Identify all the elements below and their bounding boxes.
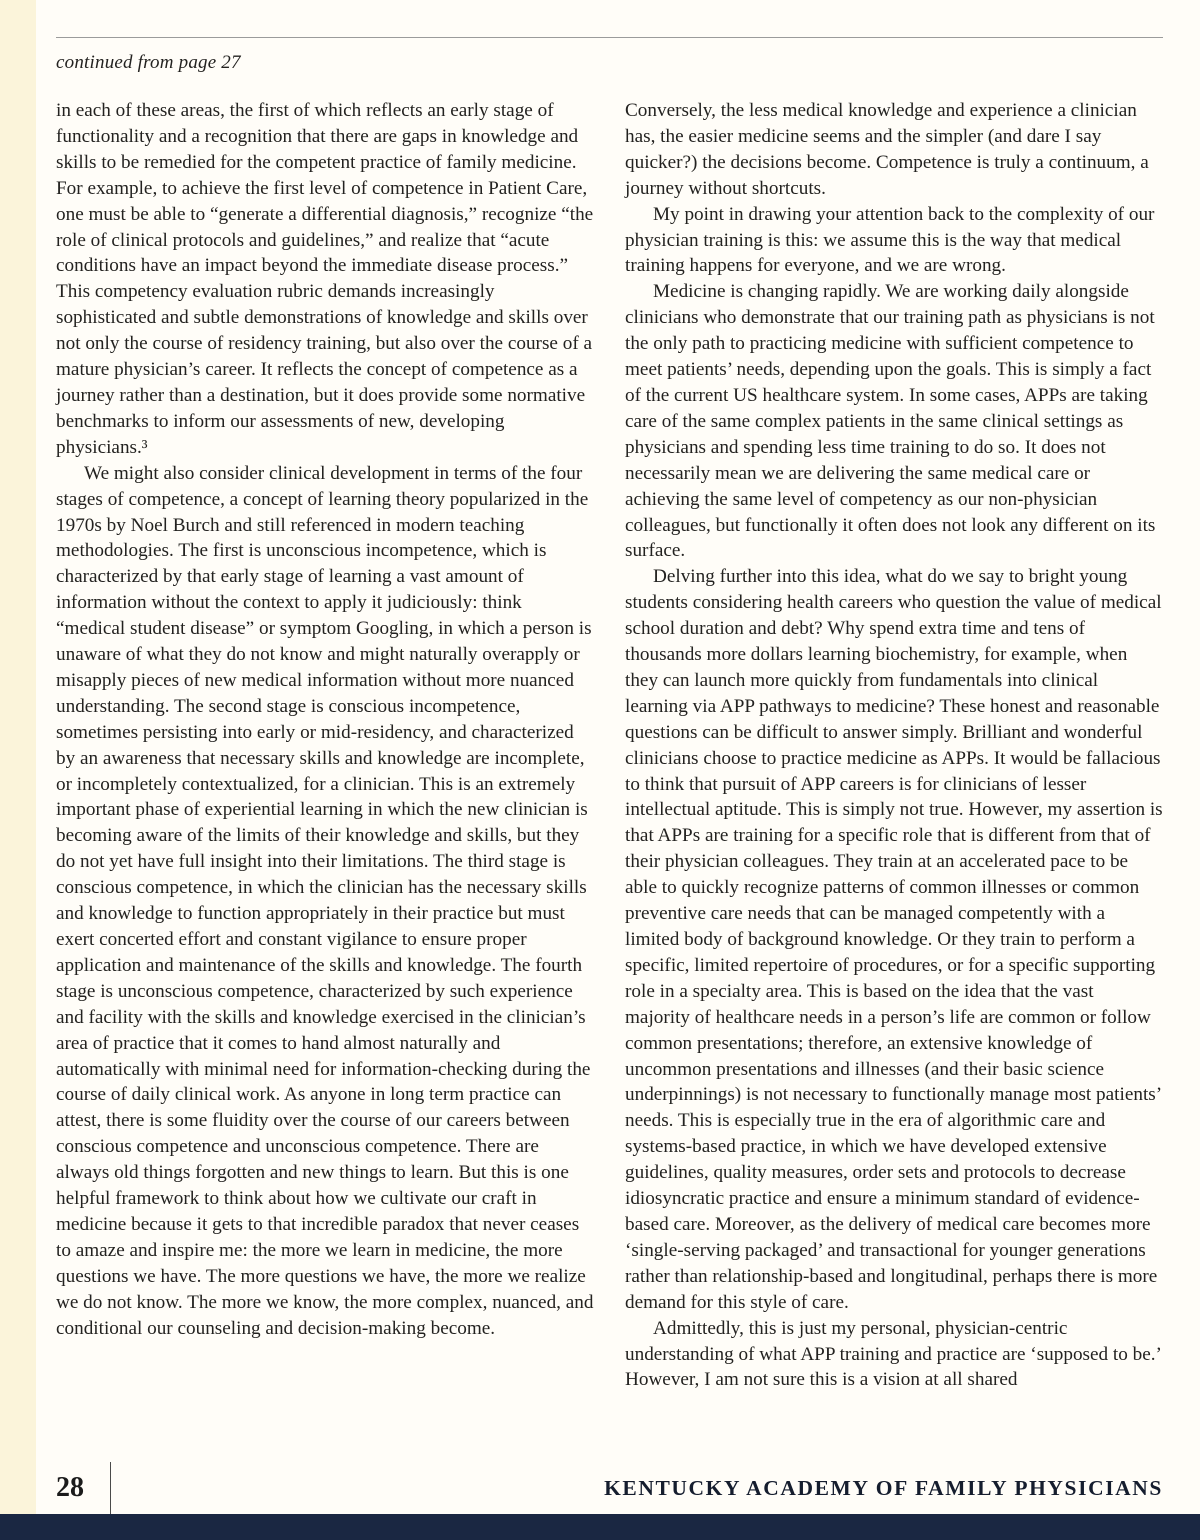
- publication-title: KENTUCKY ACADEMY OF FAMILY PHYSICIANS: [604, 1475, 1163, 1500]
- continued-from-note: continued from page 27: [56, 52, 241, 73]
- page-footer: [56, 1462, 1163, 1514]
- paragraph: in each of these areas, the first of which reflects an early stage of functionality and a recognition that there are gaps in knowledge and skills to be remedied for the competent practice of family medicine. For example, to achieve the first level of competence in Patient Care, one must be able to “generate a differential diagnosis,” recognize “the role of clinical protocols and guidelines,” and realize that “acute conditions have an impact beyond the immediate disease process.” This competency evaluation rubric demands increasingly sophisticated and subtle demonstrations of knowledge and skills over not only the course of residency training, but also over the course of a mature physician’s career. It reflects the concept of competence as a journey rather than a destination, but it does provide some normative benchmarks to inform our assessments of new, developing physicians.³: [56, 100, 594, 458]
- paragraph: My point in drawing your attention back to the complexity of our physician training is this: we assume this is the way that medical training happens for everyone, and we are wrong.: [625, 203, 1155, 277]
- paragraph: Conversely, the less medical knowledge and experience a clinician has, the easier medicine seems and the simpler (and dare I say quicker?) the decisions become. Competence is truly a continuum, a journey without shortcuts.: [625, 100, 1149, 199]
- paragraph: Admittedly, this is just my personal, physician-centric understanding of what APP training and practice are ‘supposed to be.’ However, I am not sure this is a vision at all shared: [625, 1317, 1161, 1391]
- footer-divider: [110, 1462, 111, 1514]
- page-number: 28: [56, 1472, 84, 1503]
- bottom-navy-bar: [0, 1514, 1200, 1540]
- paragraph: Medicine is changing rapidly. We are working daily alongside clinicians who demonstrate that our training path as physicians is not the only path to practicing medicine with sufficient competence to meet patients’ needs, depending upon the goals. This is simply a fact of the current US healthcare system. In some cases, APPs are taking care of the same complex patients in the same clinical settings as physicians and spending less time training to do so. It does not necessarily mean we are delivering the same medical care or achieving the same level of competency as our non-physician colleagues, but functionally it often does not look any different on its surface.: [625, 281, 1156, 562]
- top-rule: [56, 37, 1163, 38]
- two-column-body: [56, 98, 1163, 1393]
- paragraph: We might also consider clinical development in terms of the four stages of competence, a concept of learning theory popularized in the 1970s by Noel Burch and still referenced in modern teaching methodologies. The first is unconscious incompetence, which is characterized by that early stage of learning a vast amount of information without the context to apply it judiciously: think “medical student disease” or symptom Googling, in which a person is unaware of what they do not know and might naturally overapply or misapply pieces of new medical information without more nuanced understanding. The second stage is conscious incompetence, sometimes persisting into early or mid-residency, and characterized by an awareness that necessary skills and knowledge are incomplete, or incompletely contextualized, for a clinician. This is an extremely important phase of experiential learning in which the new clinician is becoming aware of the limits of their knowledge and skills, but they do not yet have full insight into their limitations. The third stage is conscious competence, in which the clinician has the necessary skills and knowledge to function appropriately in their practice but must exert concerted effort and constant vigilance to ensure proper application and maintenance of the skills and knowledge. The fourth stage is unconscious competence, characterized by such experience and facility with the skills and knowledge exercised in the clinician’s area of practice that it comes to hand almost naturally and automatically with minimal need for information-checking during the course of daily clinical work. As anyone in long term practice can attest, there is some fluidity over the course of our careers between conscious competence and unconscious competence. There are always old things forgotten and new things to learn. But this is one helpful framework to think about how we cultivate our craft in medicine because it gets to that incredible paradox that never ceases to amaze and inspire me: the more we learn in medicine, the more questions we have. The more questions we have, the more we realize we do not know. The more we know, the more complex, nuanced, and conditional our counseling and decision-making become.: [56, 462, 594, 1339]
- right-column: [625, 98, 1163, 1393]
- paragraph: Delving further into this idea, what do we say to bright young students considering health careers who question the value of medical school duration and debt? Why spend extra time and tens of thousands more dollars learning biochemistry, for example, when they can launch more quickly from fundamentals into clinical learning via APP pathways to medicine? These honest and reasonable questions can be difficult to answer simply. Brilliant and wonderful clinicians choose to practice medicine as APPs. It would be fallacious to think that pursuit of APP careers is for clinicians of lesser intellectual aptitude. This is simply not true. However, my assertion is that APPs are training for a specific role that is different from that of their physician colleagues. They train at an accelerated pace to be able to quickly recognize patterns of common illnesses or common preventive care needs that can be managed competently with a limited body of background knowledge. Or they train to perform a specific, limited repertoire of procedures, or for a specific supporting role in a specialty area. This is based on the idea that the vast majority of healthcare needs in a person’s life are common or follow common presentations; therefore, an extensive knowledge of uncommon presentations and illnesses (and their basic science underpinnings) is not necessary to functionally manage most patients’ needs. This is especially true in the era of algorithmic care and systems-based practice, in which we have developed extensive guidelines, quality measures, order sets and protocols to decrease idiosyncratic practice and ensure a minimum standard of evidence-based care. Moreover, as the delivery of medical care becomes more ‘single-serving packaged’ and transactional for younger generations rather than relationship-based and longitudinal, perhaps there is more demand for this style of care.: [625, 566, 1163, 1313]
- left-column: [56, 98, 594, 1393]
- left-accent-strip: [0, 0, 36, 1514]
- page-content: [56, 0, 1163, 1393]
